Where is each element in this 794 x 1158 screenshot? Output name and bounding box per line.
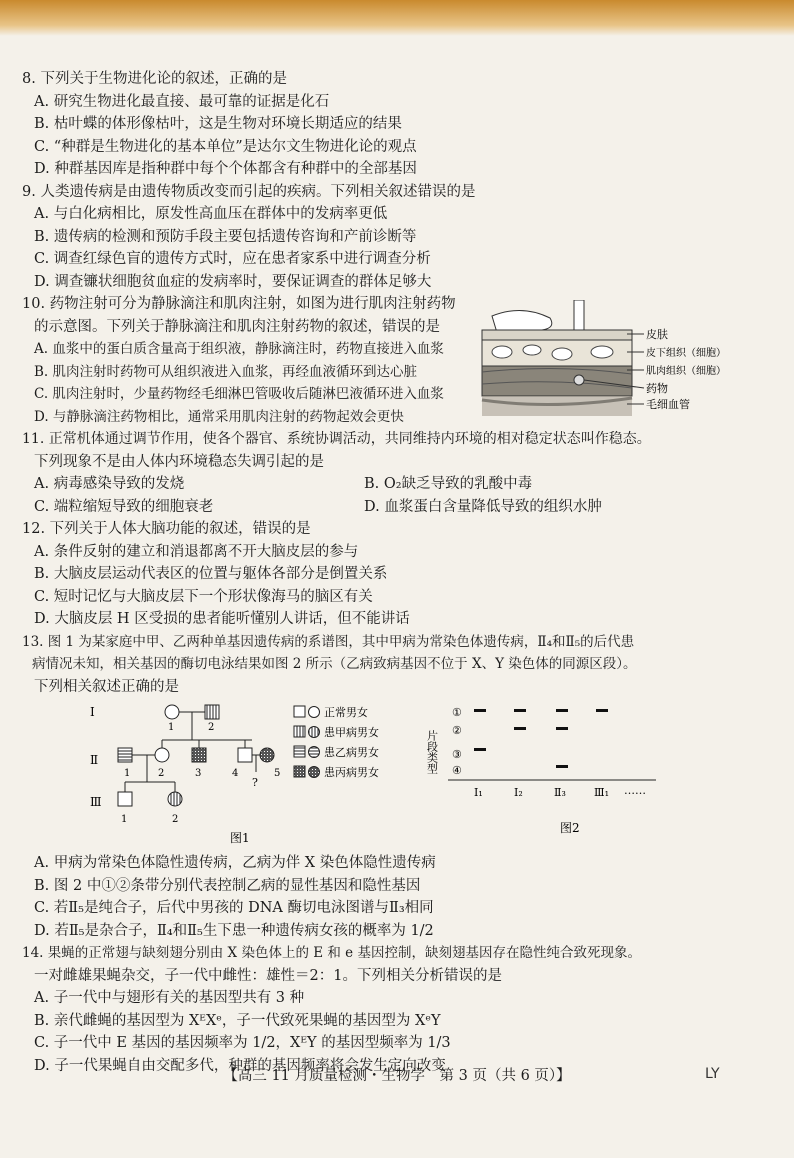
label-skin: 皮肤: [646, 328, 668, 341]
svg-text:2: 2: [172, 814, 179, 825]
question-11: [22, 428, 772, 518]
pedigree-III2: [168, 792, 182, 806]
gel-row-4: ④: [452, 764, 462, 777]
svg-text:2: 2: [158, 768, 165, 779]
option-d: D. 血浆蛋白含量降低导致的组织水肿: [364, 498, 602, 515]
question-stem-cont: 的示意图。下列关于静脉滴注和肌肉注射药物的叙述，错误的是: [34, 318, 440, 335]
fig2-caption: 图2: [560, 821, 580, 835]
pedigree-I1: [165, 705, 179, 719]
question-13: [22, 631, 772, 943]
option-c: C. “种群是生物进化的基本单位”是达尔文生物进化论的观点: [34, 138, 417, 155]
question-stem: 8. 下列关于生物进化论的叙述，正确的是: [22, 71, 287, 87]
gel-band: [556, 765, 568, 768]
pedigree-II2: [155, 748, 169, 762]
gel-row-3: ③: [452, 748, 462, 761]
label-muscle: 肌肉组织（细胞）: [646, 366, 726, 377]
question-stem: 11. 正常机体通过调节作用，使各个器官、系统协调活动，共同维持内环境的相对稳定状态叫作稳态。: [22, 431, 651, 447]
gen-label-II: Ⅱ: [90, 753, 99, 767]
gel-lane-more: ……: [624, 784, 646, 797]
option-d: D. 调查镰状细胞贫血症的发病率时，要保证调查的群体足够大: [34, 273, 432, 290]
label-subcutaneous: 皮下组织（细胞）: [646, 348, 726, 359]
option-b: B. 图 2 中①②条带分别代表控制乙病的显性基因和隐性基因: [34, 877, 421, 894]
option-d: D. 与静脉滴注药物相比，通常采用肌肉注射的药物起效会更快: [34, 408, 404, 425]
question-stem: 10. 药物注射可分为静脉滴注和肌肉注射，如图为进行肌肉注射药物: [22, 296, 456, 312]
pedigree-III1: [118, 792, 132, 806]
pedigree-I2: [205, 705, 219, 719]
gel-lane-4: Ⅲ₁: [594, 786, 610, 799]
svg-text:1: 1: [121, 814, 128, 825]
option-b: B. 枯叶蝶的体形像枯叶，这是生物对环境长期适应的结果: [34, 116, 402, 132]
question-12: [22, 518, 772, 631]
legend-disease-b: 患乙病男女: [324, 746, 379, 759]
gel-row-1: ①: [452, 706, 462, 719]
option-c: C. 端粒缩短导致的细胞衰老: [34, 498, 214, 515]
svg-text:2: 2: [208, 722, 215, 733]
pedigree-II4: [238, 748, 252, 762]
pedigree-II5: [260, 748, 274, 762]
svg-text:1: 1: [124, 768, 131, 779]
figures-13: [22, 702, 772, 850]
gel-lane-2: Ⅰ₂: [514, 786, 523, 799]
page-top-edge: [0, 0, 794, 36]
svg-text:1: 1: [168, 722, 175, 733]
pedigree-II1: [118, 748, 132, 762]
gel-lane-1: Ⅰ₁: [474, 786, 483, 799]
option-b: B. 亲代雌蝇的基因型为 XᴱXᵉ，子一代致死果蝇的基因型为 XᵉY: [34, 1012, 441, 1029]
fig1-caption: 图1: [230, 831, 250, 845]
gel-figure: [426, 702, 676, 850]
drug-spot: [574, 375, 584, 385]
label-capillary: 毛细血管: [646, 398, 690, 411]
option-b: B. 大脑皮层运动代表区的位置与躯体各部分是倒置关系: [34, 566, 388, 582]
option-d: D. 子一代果蝇自由交配多代，种群的基因频率将会发生定向改变: [34, 1057, 446, 1074]
svg-text:?: ?: [252, 776, 258, 789]
option-b: B. 遗传病的检测和预防手段主要包括遗传咨询和产前诊断等: [34, 228, 417, 245]
question-stem: 13. 图 1 为某家庭中甲、乙两种单基因遗传病的系谱图，其中甲病为常染色体遗传病，Ⅱ₄和Ⅱ₅的后代患: [22, 633, 635, 650]
option-c: C. 短时记忆与大脑皮层下一个形状像海马的脑区有关: [34, 588, 373, 605]
gel-lane-3: Ⅱ₃: [554, 786, 566, 799]
gel-row-2: ②: [452, 724, 462, 737]
corner-code: LY: [705, 1066, 720, 1082]
gel-band: [474, 748, 486, 751]
question-stem-cont: 一对雌雄果蝇杂交，子一代中雌性：雄性＝2：1。下列相关分析错误的是: [34, 967, 502, 984]
option-b: B. 肌肉注射时药物可从组织液进入血浆，再经血液循环到达心脏: [34, 363, 418, 380]
gel-band: [556, 727, 568, 730]
option-d: D. 种群基因库是指种群中每个个体都含有种群中的全部基因: [34, 161, 417, 177]
question-14: [22, 942, 772, 1077]
option-a: A. 甲病为常染色体隐性遗传病，乙病为伴 X 染色体隐性遗传病: [34, 855, 436, 871]
question-stem-cont: 病情况未知，相关基因的酶切电泳结果如图 2 所示（乙病致病基因不位于 X、Y 染色体的同源区段）。: [32, 656, 637, 672]
legend-disease-both: 患丙病男女: [324, 766, 379, 779]
label-drug: 药物: [646, 382, 668, 395]
svg-text:5: 5: [274, 768, 281, 779]
legend-normal: 正常男女: [324, 706, 368, 719]
gel-band: [556, 709, 568, 712]
syringe-icon: [574, 300, 584, 334]
gen-label-I: Ⅰ: [90, 705, 95, 719]
option-a: A. 研究生物进化最直接、最可靠的证据是化石: [34, 93, 330, 110]
option-d: D. 大脑皮层 H 区受损的患者能听懂别人讲话，但不能讲话: [34, 611, 410, 627]
option-c: C. 调查红绿色盲的遗传方式时，应在患者家系中进行调查分析: [34, 251, 431, 267]
pedigree-II3: [192, 748, 206, 762]
gel-band: [514, 727, 526, 730]
gel-band: [474, 709, 486, 712]
question-stem-cont: 下列相关叙述正确的是: [34, 678, 179, 695]
svg-text:3: 3: [195, 768, 202, 779]
option-a: A. 病毒感染导致的发烧: [34, 476, 185, 492]
question-9: [22, 181, 772, 294]
gel-band: [514, 709, 526, 712]
gel-ylabel: 片段类型: [426, 730, 439, 774]
question-stem: 14. 果蝇的正常翅与缺刻翅分别由 X 染色体上的 E 和 e 基因控制，缺刻翅基因存在隐性纯合致死现象。: [22, 945, 641, 961]
page-footer: 【高三 11 月质量检测・生物学 第 3 页（共 6 页）】: [223, 1068, 571, 1084]
gen-label-III: Ⅲ: [90, 795, 102, 809]
option-a: A. 条件反射的建立和消退都离不开大脑皮层的参与: [34, 543, 359, 560]
injection-figure: [462, 300, 762, 430]
option-b: B. O₂缺乏导致的乳酸中毒: [364, 476, 533, 492]
gel-band: [596, 709, 608, 712]
option-a: A. 血浆中的蛋白质含量高于组织液，静脉滴注时，药物直接进入血浆: [34, 341, 444, 357]
option-a: A. 子一代中与翅形有关的基因型共有 3 种: [34, 990, 305, 1006]
option-c: C. 若Ⅱ₅是纯合子，后代中男孩的 DNA 酶切电泳图谱与Ⅱ₃相同: [34, 900, 434, 916]
pedigree-figure: [62, 702, 482, 850]
option-c: C. 肌肉注射时，少量药物经毛细淋巴管吸收后随淋巴液循环进入血浆: [34, 386, 444, 402]
question-stem: 9. 人类遗传病是由遗传物质改变而引起的疾病。下列相关叙述错误的是: [22, 183, 476, 200]
option-d: D. 若Ⅱ₅是杂合子，Ⅱ₄和Ⅱ₅生下患一种遗传病女孩的概率为 1/2: [34, 922, 434, 939]
question-stem: 12. 下列关于人体大脑功能的叙述，错误的是: [22, 521, 311, 537]
exam-page: [22, 68, 772, 1077]
svg-text:4: 4: [232, 768, 239, 779]
question-stem-cont: 下列现象不是由人体内环境稳态失调引起的是: [34, 453, 324, 470]
question-8: [22, 68, 772, 181]
option-c: C. 子一代中 E 基因的基因频率为 1/2，XᴱY 的基因型频率为 1/3: [34, 1035, 451, 1051]
option-a: A. 与白化病相比，原发性高血压在群体中的发病率更低: [34, 206, 388, 222]
legend-disease-a: 患甲病男女: [324, 726, 379, 739]
